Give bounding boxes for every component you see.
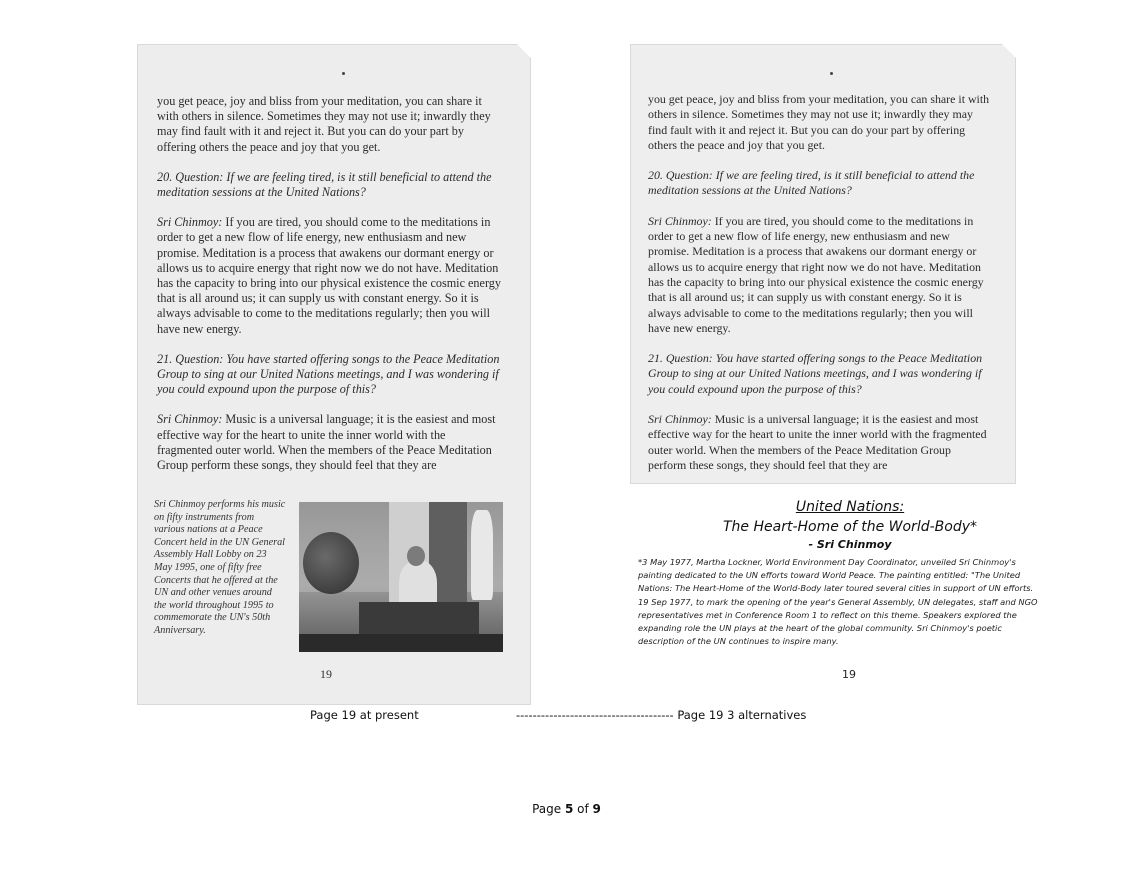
page-prefix: Page: [532, 802, 565, 816]
answer-20: Sri Chinmoy: If you are tired, you should come to the meditations in order to get a new flow of life energy, new enthusiasm and new promise. Meditation is a process that awakens our dormant energy or allows us to acquire energy that right now we do not have. Meditation has the capacity to bring into our physical existence the cosmic energy that is all around us; it can supply us with constant energy. So it is always advisable to come to the meditations regularly; then you will have new energy.: [648, 213, 984, 335]
paragraph-intro: you get peace, joy and bliss from your meditation, you can share it with others in silence. Sometimes they may not use it; inwardly they may find fault with it and reject it. But you can do your part by offering others the peace and joy that you get.: [157, 94, 491, 154]
performer-head: [407, 546, 425, 566]
page-fold-corner: [1002, 44, 1016, 58]
photo-caption: Sri Chinmoy performs his music on fifty instruments from various nations at a Peace Concert held in the UN General Assembly Hall Lobby on 23 May 1995, one of fifty free Concerts that he offered at the UN and other venues around the world throughout 1995 to commemorate the UN's 50th Anniversary.: [154, 499, 286, 636]
paragraph-intro: you get peace, joy and bliss from your meditation, you can share it with others in silence. Sometimes they may not use it; inwardly they may find fault with it and reject it. But you can do your part by offering others the peace and joy that you get.: [648, 92, 990, 152]
right-page-number: 19: [842, 668, 856, 681]
title-line-2: The Heart-Home of the World-Body*: [722, 519, 977, 535]
question-21: 21. Question: You have started offering songs to the Peace Meditation Group to sing at our United Nations meetings, and I was wondering if you could expound upon the purpose of this?: [157, 351, 500, 397]
concert-photo: [299, 502, 503, 652]
left-page-text: [157, 94, 503, 488]
scan-speck: [830, 72, 833, 75]
left-page-number: 19: [320, 667, 332, 681]
label-page-alternatives: -------------------------------------- Page 19 3 alternatives: [516, 708, 807, 722]
author-line: - Sri Chinmoy: [808, 538, 892, 551]
table-shape: [299, 634, 503, 652]
question-20: 20. Question: If we are feeling tired, is it still beneficial to attend the meditation sessions at the United Nations?: [157, 169, 492, 200]
label-page-present: Page 19 at present: [310, 708, 419, 722]
alternative-title-block: [630, 497, 1070, 552]
answer-21: Sri Chinmoy: Music is a universal language; it is the easiest and most effective way for the heart to unite the inner world with the fragmented outer world. When the members of the Peace Meditation Group perform these songs, they should feel that they are: [157, 412, 496, 473]
figure-shape: [471, 510, 493, 600]
gong-shape: [303, 532, 359, 594]
answer-20: Sri Chinmoy: If you are tired, you should come to the meditations in order to get a new flow of life energy, new enthusiasm and new promise. Meditation is a process that awakens our dormant energy or allows us to acquire energy that right now we do not have. Meditation has the capacity to bring into our physical existence the cosmic energy that is all around us; it can supply us with constant energy. So it is always advisable to come to the meditations regularly; then you will have new energy.: [157, 215, 501, 336]
page-fold-corner: [517, 44, 531, 58]
title-line-1: United Nations:: [795, 499, 905, 515]
right-page-text: [648, 92, 990, 488]
page-of: of: [573, 802, 593, 816]
harmonium-shape: [359, 602, 479, 638]
footnote-text: *3 May 1977, Martha Lockner, World Environment Day Coordinator, unveiled Sri Chinmoy's painting dedicated to the UN efforts toward World Peace. The painting entitled: "The United Nations: The Heart-Home of the World-Body later toured several cities in support of UN efforts. 19 Sep 1977, to mark the opening of the year's General Assembly, UN delegates, staff and NGO representatives met in Conference Room 1 to reflect on this theme. Speakers explored the expanding role the UN plays at the heart of the global community. Sri Chinmoy's poetic description of the UN continues to inspire many.: [638, 557, 1038, 647]
current-page: 5: [564, 802, 574, 816]
question-20: 20. Question: If we are feeling tired, is it still beneficial to attend the meditation sessions at the United Nations?: [648, 168, 975, 198]
answer-21: Sri Chinmoy: Music is a universal language; it is the easiest and most effective way for the heart to unite the inner world with the fragmented outer world. When the members of the Peace Meditation Group perform these songs, they should feel that they are: [648, 412, 987, 472]
page-counter: [0, 802, 1133, 816]
total-pages: 9: [592, 802, 601, 816]
scanned-page-left: [137, 44, 531, 705]
scanned-page-right: [630, 44, 1016, 484]
question-21: 21. Question: You have started offering songs to the Peace Meditation Group to sing at our United Nations meetings, and I was wondering if you could expound upon the purpose of this?: [648, 351, 983, 396]
scan-speck: [342, 72, 345, 75]
